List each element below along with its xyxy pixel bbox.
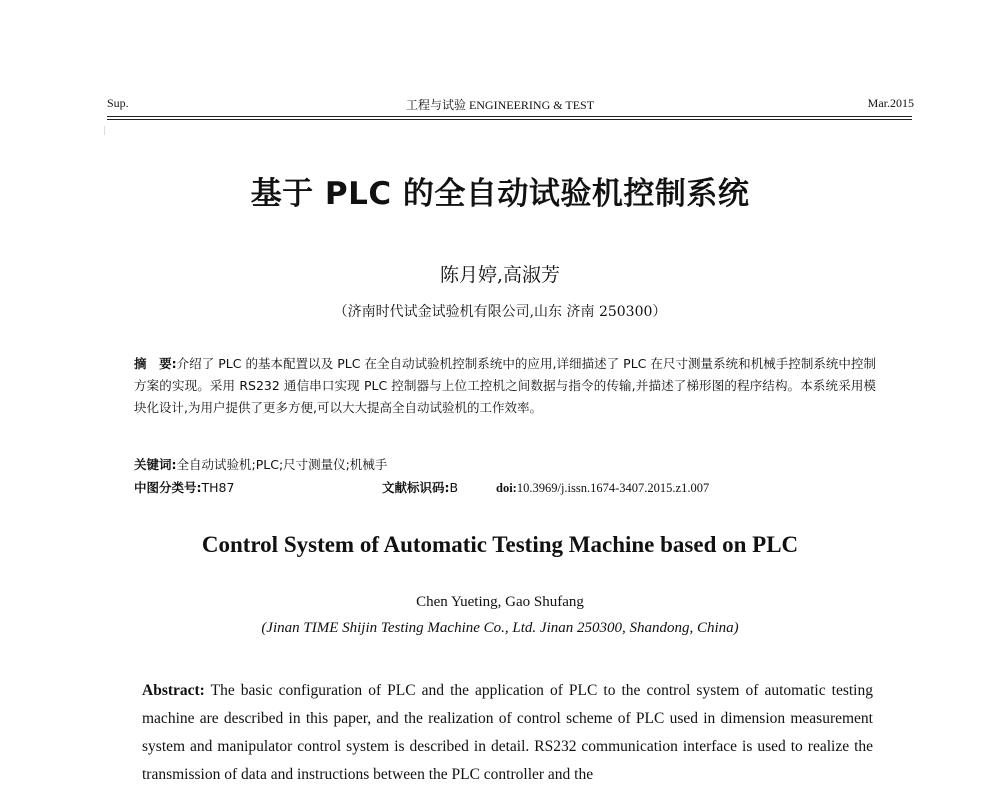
running-header-left: Sup. <box>107 96 129 110</box>
header-rule <box>107 116 912 117</box>
english-abstract <box>142 677 873 789</box>
english-abstract-text: The basic configuration of PLC and the application of PLC to the control system of automatic testing machine are described in this paper, and the realization of control scheme of PLC used in dimension measurement system and manipulator control system is described in detail. RS232 communication interface is used to realize the transmission of data and instructions between the PLC controller and the <box>142 682 873 783</box>
chinese-authors: 陈月婷,高淑芳 <box>439 264 561 286</box>
chinese-keywords <box>134 455 876 475</box>
chinese-keywords-text: 全自动试验机;PLC;尺寸测量仪;机械手 <box>176 457 388 472</box>
english-authors: Chen Yueting, Gao Shufang <box>416 594 584 610</box>
clc-number <box>134 478 234 498</box>
chinese-affiliation: （济南时代试金试验机有限公司,山东 济南 250300） <box>333 304 667 320</box>
english-title: Control System of Automatic Testing Machine based on PLC <box>201 532 799 557</box>
doi <box>496 478 709 498</box>
chinese-keywords-label: 关键词: <box>134 457 177 472</box>
doi-value: 10.3969/j.issn.1674-3407.2015.z1.007 <box>516 481 710 495</box>
chinese-abstract-text: 介绍了 PLC 的基本配置以及 PLC 在全自动试验机控制系统中的应用,详细描述了 PLC 在尺寸测量系统和机械手控制系统中控制方案的实现。采用 RS232 通信串口实现 PLC 控制器与上位工控机之间数据与指令的传输,并描述了梯形图的程序结构。本系统采用模块化设计,为用户提供了更多方便,可以大大提高全自动试验机的工作效率。 <box>134 356 876 415</box>
chinese-abstract <box>134 353 876 419</box>
running-header-date: Mar.2015 <box>867 96 914 110</box>
doi-label: doi: <box>496 481 517 495</box>
running-header-journal: 工程与试验 ENGINEERING & TEST <box>405 98 595 112</box>
document-code <box>382 478 458 498</box>
chinese-metadata-row <box>134 478 876 498</box>
document-code-value: B <box>449 480 459 495</box>
english-abstract-label: Abstract: <box>142 682 205 699</box>
chinese-abstract-label: 摘 要: <box>134 356 177 371</box>
margin-mark <box>104 126 105 135</box>
header-rule-thin <box>107 119 912 120</box>
clc-label: 中图分类号: <box>134 480 202 495</box>
clc-value: TH87 <box>201 480 235 495</box>
chinese-title: 基于 PLC 的全自动试验机控制系统 <box>250 176 750 212</box>
document-code-label: 文献标识码: <box>382 480 450 495</box>
english-affiliation: (Jinan TIME Shijin Testing Machine Co., Ltd. Jinan 250300, Shandong, China) <box>261 620 739 636</box>
